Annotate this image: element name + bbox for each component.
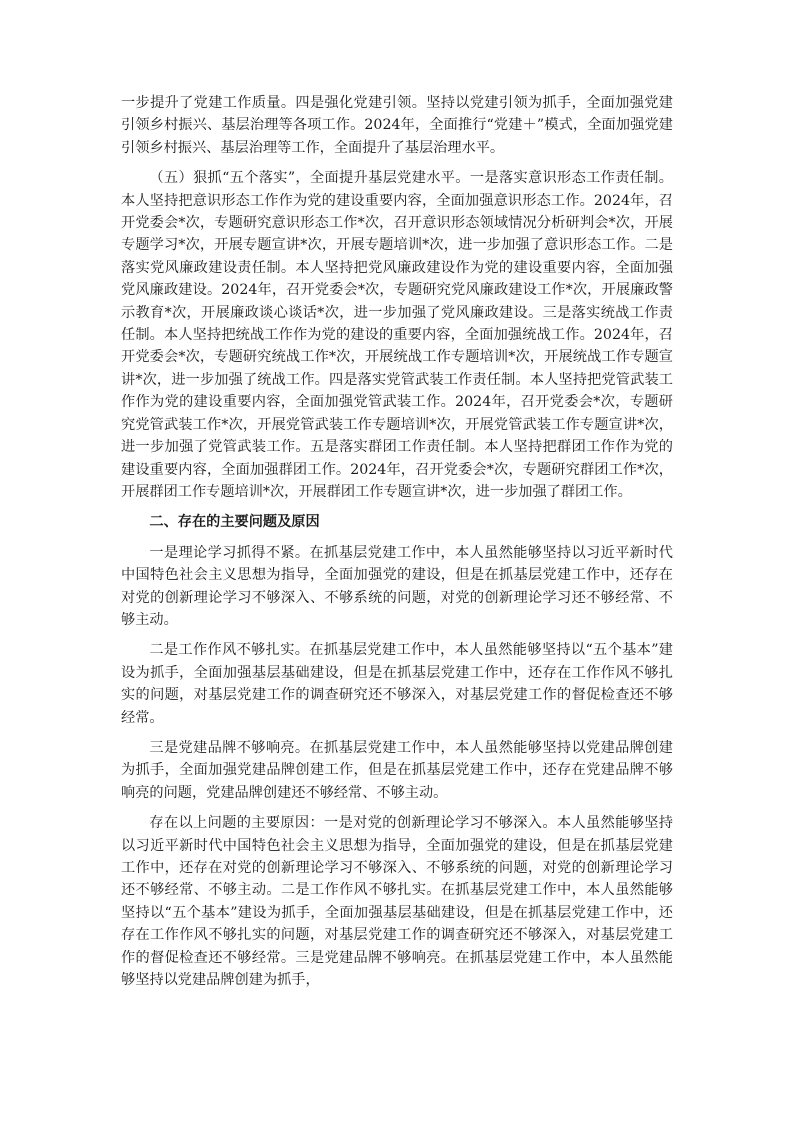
paragraph-5: 三是党建品牌不够响亮。在抓基层党建工作中，本人虽然能够坚持以党建品牌创建为抓手，全面加强党建品牌创建工作，但是在抓基层党建工作中，还存在党建品牌不够响亮的问题，党建品牌创建还不够经常、不够主动。 bbox=[121, 739, 673, 801]
paragraph-3: 一是理论学习抓得不紧。在抓基层党建工作中，本人虽然能够坚持以习近平新时代中国特色社会主义思想为指导，全面加强党的建设，但是在抓基层党建工作中，还存在对党的创新理论学习不够深入、不够系统的问题，对党的创新理论学习还不够经常、不够主动。 bbox=[121, 544, 673, 628]
paragraph-1: 一步提升了党建工作质量。四是强化党建引领。坚持以党建引领为抓手，全面加强党建引领乡村振兴、基层治理等各项工作。2024年，全面推行“党建＋”模式，全面加强党建引领乡村振兴、基层治理等工作，全面提升了基层治理水平。 bbox=[121, 95, 673, 156]
section-heading: 二、存在的主要问题及原因 bbox=[149, 514, 320, 531]
paragraph-4: 二是工作作风不够扎实。在抓基层党建工作中，本人虽然能够坚持以“五个基本”建设为抓手，全面加强基层基础建设，但是在抓基层党建工作中，还存在工作作风不够扎实的问题，对基层党建工作的调查研究还不够深入，对基层党建工作的督促检查还不够经常。 bbox=[121, 642, 673, 726]
paragraph-2: （五）狠抓“五个落实”，全面提升基层党建水平。一是落实意识形态工作责任制。本人坚持把意识形态工作作为党的建设重要内容，全面加强意识形态工作。2024年，召开党委会*次，专题研究意识形态工作*次，召开意识形态领域情况分析研判会*次，开展专题学习*次，开展专题宣讲*次，开展专题培训*次，进一步加强了意识形态工作。二是落实党风廉政建设责任制。本人坚持把党风廉政建设作为党的建设重要内容，全面加强党风廉政建设。2024年，召开党委会*次，专题研究党风廉政建设工作*次，开展廉政警示教育*次，开展廉政谈心谈话*次，进一步加强了党风廉政建设。三是落实统战工作责任制。本人坚持把统战工作作为党的建设的重要内容，全面加强统战工作。2024年，召开党委会*次，专题研究统战工作*次，开展统战工作专题培训*次，开展统战工作专题宣讲*次，进一步加强了统战工作。四是落实党管武装工作责任制。本人坚持把党管武装工作作为党的建设重要内容，全面加强党管武装工作。2024年，召开党委会*次，专题研究党管武装工作*次，开展党管武装工作专题培训*次，开展党管武装工作专题宣讲*次，进一步加强了党管武装工作。五是落实群团工作责任制。本人坚持把群团工作作为党的建设重要内容，全面加强群团工作。2024年，召开党委会*次，专题研究群团工作*次，开展群团工作专题培训*次，开展群团工作专题宣讲*次，进一步加强了群团工作。 bbox=[121, 170, 673, 500]
paragraph-6: 存在以上问题的主要原因：一是对党的创新理论学习不够深入。本人虽然能够坚持以习近平新时代中国特色社会主义思想为指导，全面加强党的建设，但是在抓基层党建工作中，还存在对党的创新理论学习不够深入、不够系统的问题，对党的创新理论学习还不够经常、不够主动。二是工作作风不够扎实。在抓基层党建工作中，本人虽然能够坚持以“五个基本”建设为抓手，全面加强基层基础建设，但是在抓基层党建工作中，还存在工作作风不够扎实的问题，对基层党建工作的调查研究还不够深入，对基层党建工作的督促检查还不够经常。三是党建品牌不够响亮。在抓基层党建工作中，本人虽然能够坚持以党建品牌创建为抓手， bbox=[121, 815, 673, 989]
document-page bbox=[121, 92, 673, 991]
